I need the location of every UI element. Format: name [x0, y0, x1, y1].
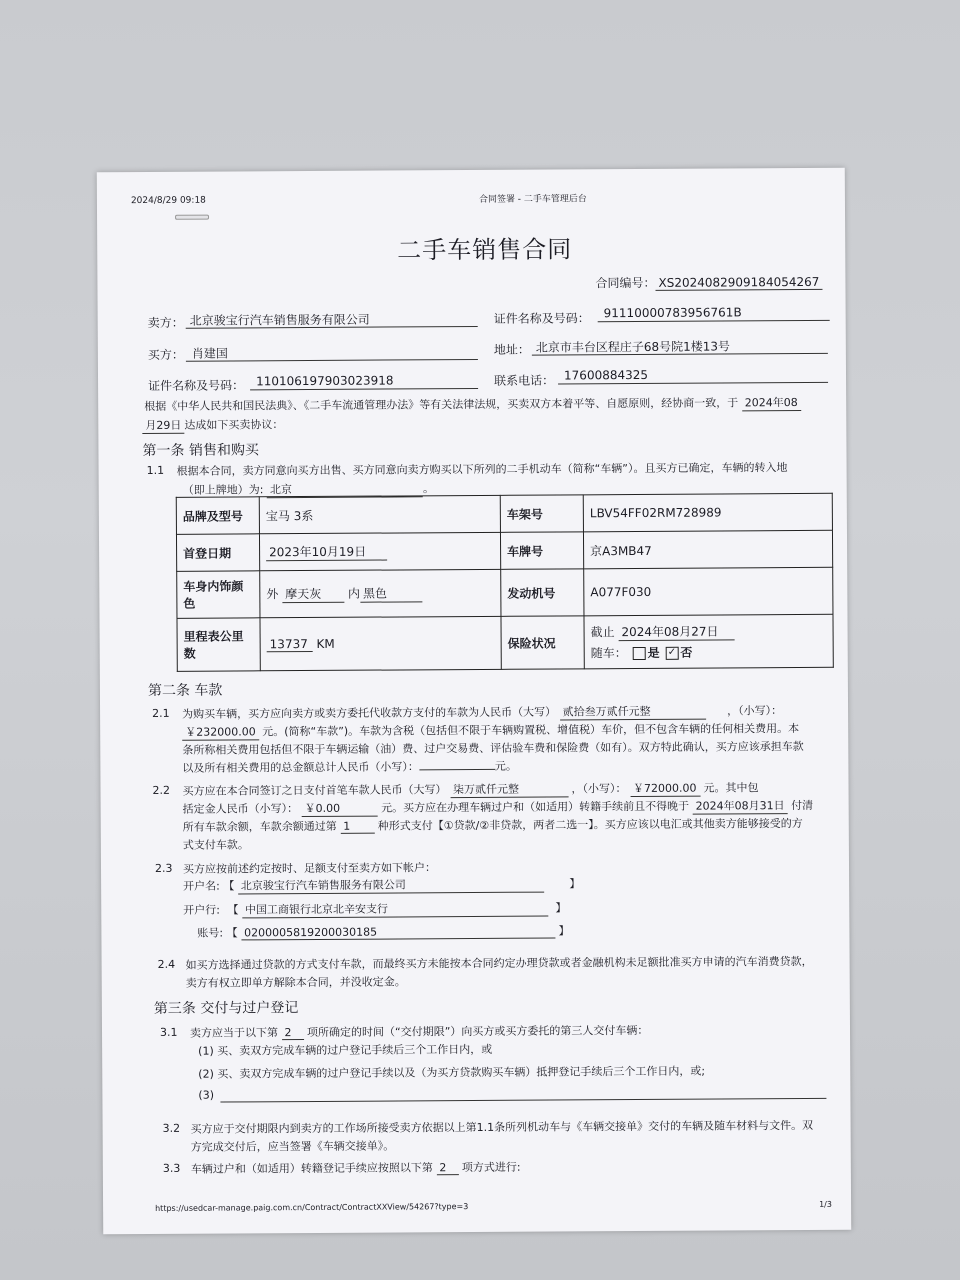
seller-id: 91110000783956761B [603, 305, 742, 321]
bracket-right-2: 】 [555, 901, 567, 915]
insurance-prefix: 截止 [590, 625, 615, 640]
color-label: 车身内饰颜色 [177, 571, 260, 619]
clause-1-1-text: （即上牌地）为: [182, 483, 264, 497]
bracket-left-3: 【 [226, 926, 238, 940]
buyer-id-label: 证件名称及号码： [148, 378, 245, 393]
reg-date-label: 首登日期 [176, 534, 259, 572]
article-1-title: 第一条 销售和购买 [142, 442, 259, 460]
engine-label: 发动机号 [501, 569, 584, 617]
total-fees-blank [419, 769, 495, 770]
buyer-name: 肖建国 [191, 346, 228, 361]
clause-1-1-number: 1.1 [146, 463, 165, 477]
transfer-option-number: 2 [436, 1161, 458, 1175]
payment-method-number: 1 [340, 820, 374, 834]
c22-text-h: 种形式支付【①贷款/②非贷款，两者二选一】。买方应该以电汇或其他卖方能够接受的方 [377, 816, 803, 833]
clause-3-1-item-1: (1) 买、卖双方完成车辆的过户登记手续后三个工作日内，或 [198, 1042, 493, 1058]
deposit-amount: ￥0.00 [302, 800, 378, 817]
bracket-right: 】 [569, 877, 581, 891]
buyer-phone: 17600884325 [563, 367, 649, 383]
c22-text-f: 付清 [791, 798, 814, 813]
c22-text-c: 元。其中包 [703, 781, 759, 795]
mileage-label: 里程表公里数 [177, 618, 260, 672]
intro-date-b: 月29日 [142, 417, 184, 434]
buyer-id: 110106197903023918 [256, 373, 394, 389]
table-row [176, 493, 832, 534]
no-label: 否 [680, 645, 693, 660]
buyer-underline [186, 359, 478, 362]
total-lower: ￥232000.00 [182, 723, 259, 740]
clause-2-2-line-3 [183, 815, 803, 835]
bracket-left: 【 [223, 879, 235, 893]
table-row [177, 567, 833, 618]
clause-2-3-number: 2.3 [154, 861, 173, 875]
c33-text-a: 车辆过户和（如适用）转籍登记手续应按照以下第 [190, 1161, 433, 1176]
footer-url: https://usedcar-manage.paig.com.cn/Contract/ContractXXView/54267?type=3 [155, 1202, 469, 1213]
seller-id-underline [598, 320, 830, 322]
clause-3-1-line-1 [190, 1022, 648, 1041]
account-number-row [191, 922, 569, 940]
buyer-label: 买方： [147, 347, 184, 362]
payoff-date: 2024年08月31日 [693, 797, 788, 815]
clause-3-1-item-3: (3) [198, 1088, 215, 1102]
interior-color: 黑色 [360, 584, 422, 602]
clause-3-3-number: 3.3 [162, 1161, 181, 1175]
clause-3-1-item-3-blank [220, 1098, 826, 1103]
mileage-unit: KM [316, 636, 335, 651]
clause-2-2-line-4: 式支付车款。 [182, 838, 249, 852]
intro-line-1 [144, 394, 801, 415]
brand-value: 宝马 3系 [259, 495, 500, 533]
clause-1-1-end: 。 [422, 482, 434, 496]
c31-text-a: 卖方应当于以下第 [189, 1026, 279, 1040]
exterior-color: 摩天灰 [282, 585, 344, 603]
plate-value: 京A3MB47 [583, 530, 832, 569]
total-upper: 贰拾叁万贰仟元整 [560, 703, 706, 721]
c22-text-a: 买方应在本合同签订之日支付首笔车款人民币（大写） [182, 783, 447, 798]
engine-value: A077F030 [584, 567, 833, 616]
seller-label: 卖方： [147, 315, 184, 330]
clause-2-4-line-2: 卖方有权立即单方解除本合同，并没收定金。 [185, 975, 406, 990]
print-page-title: 合同签署 - 二手车管理后台 [478, 194, 587, 205]
c33-text-b: 项方式进行: [461, 1160, 521, 1175]
account-name-row [183, 875, 580, 894]
c21-text-a: 为购买车辆，买方应向卖方或卖方委托代收款方支付的车款为人民币（大写） [182, 705, 557, 721]
insurance-label: 保险状况 [501, 616, 584, 670]
clause-3-1-number: 3.1 [159, 1025, 178, 1039]
clause-2-1-number: 2.1 [152, 706, 170, 720]
clause-2-4-line-1: 如买方选择通过贷款的方式支付车款，而最终买方未能按本合同约定办理贷款或者金融机构未足额批准买方申请的汽车消费贷款， [185, 954, 813, 972]
table-row [177, 614, 833, 671]
delivery-option-number: 2 [281, 1026, 303, 1040]
clause-3-3-line-1 [191, 1159, 521, 1177]
buyer-address: 北京市丰台区程庄子68号院1楼13号 [535, 339, 731, 355]
c22-text-b: ，（小写）： [571, 782, 627, 796]
insurance-date: 2024年08月27日 [618, 622, 734, 641]
account-number-label: 账号: [197, 926, 224, 940]
c22-text-e: 元。买方应在办理车辆过户和（如适用）转籍手续前且不得晚于 [381, 799, 690, 815]
insurance-expiry [591, 622, 827, 641]
c22-text-g: 所有车款余额，车款余额通过第 [182, 819, 337, 834]
bracket-right-3: 】 [558, 924, 570, 938]
address-label: 地址： [493, 342, 530, 357]
insurance-follow [591, 643, 827, 661]
clause-3-2-number: 3.2 [162, 1121, 181, 1135]
intro-date-a: 2024年08 [742, 394, 801, 411]
clause-2-2-number: 2.2 [152, 783, 171, 797]
c22-text-d: 括定金人民币（小写）： [182, 802, 299, 816]
contract-number-value: XS2024082909184054267 [655, 275, 822, 291]
bank-row [183, 899, 566, 918]
exterior-prefix: 外 [266, 587, 279, 602]
contract-number [595, 273, 822, 291]
intro-text-2: 达成如下买卖协议： [184, 418, 284, 432]
clause-3-2-line-2: 方完成交付后，应当签署《车辆交接单》。 [190, 1139, 395, 1154]
article-2-title: 第二条 车款 [147, 682, 223, 699]
clause-3-2-line-1: 买方应于交付期限内到卖方的工作场所接受卖方依据以上第1.1条所列机动车与《车辆交接单》交付的车辆及随车材料与文件。双 [190, 1118, 814, 1136]
clause-3-1-item-2: (2) 买、卖双方完成车辆的过户登记手续以及（为买方贷款购买车辆）抵押登记手续后三个工作日内，或; [198, 1064, 706, 1081]
seller-id-label: 证件名称及号码： [493, 311, 590, 326]
intro-text: 根据《中华人民共和国民法典》、《二手车流通管理办法》等有关法律法规，买卖双方本着平等、自愿原则，经协商一致，于 [144, 396, 739, 414]
checkbox-yes[interactable] [633, 647, 646, 660]
table-row [176, 530, 832, 571]
bank-name: 中国工商银行北京北辛安支行 [242, 900, 548, 919]
vin-label: 车架号 [500, 495, 583, 533]
first-payment-upper: 柒万贰仟元整 [450, 780, 568, 798]
seller-name: 北京骏宝行汽车销售服务有限公司 [189, 312, 370, 328]
yes-label: 是 [647, 645, 660, 660]
buyer-id-underline [250, 388, 478, 390]
vin-value: LBV54FF02RM728989 [583, 493, 832, 532]
reg-date-cell [259, 532, 500, 570]
plate-label: 车牌号 [500, 532, 583, 570]
c21-text-e: 元。 [494, 759, 517, 773]
contract-page [97, 168, 851, 1235]
color-cell [260, 569, 501, 617]
mileage-value: 13737 [267, 636, 313, 651]
clause-2-1-line-4 [182, 758, 517, 776]
brand-label: 品牌及型号 [176, 497, 259, 535]
account-name: 北京骏宝行汽车销售服务有限公司 [238, 876, 544, 895]
article-3-title: 第三条 交付与过户登记 [153, 1000, 299, 1017]
phone-label: 联系电话： [494, 373, 555, 388]
mileage-cell [260, 616, 501, 670]
clause-2-3-line-1: 买方应按前述约定按时、足额支付至卖方如下帐户： [182, 861, 437, 876]
insurance-cell [584, 614, 833, 669]
checkbox-no[interactable]: ✓ [665, 647, 678, 660]
contract-number-label: 合同编号： [595, 275, 656, 291]
document-title: 二手车销售合同 [397, 235, 573, 265]
clause-1-1-line-1: 根据本合同，卖方同意向买方出售、买方同意向卖方购买以下所列的二手机动车（简称“车辆”）。且买方已确定，车辆的转入地 [176, 461, 788, 478]
c21-text-c: 元。(简称“车款”)。车款为含税（包括但不限于车辆购置税、增值税）车价，但不包含车辆的任何相关费用。本 [262, 722, 800, 739]
account-name-label: 开户名: [183, 879, 220, 893]
print-datetime: 2024/8/29 09:18 [130, 195, 206, 207]
intro-line-2 [142, 416, 283, 434]
account-number: 0200005819200030185 [241, 925, 555, 941]
clause-2-2-line-1 [182, 779, 758, 800]
bank-label: 开户行: [183, 903, 221, 917]
staple [175, 215, 209, 220]
footer-page-number: 1/3 [819, 1199, 832, 1209]
bracket-left-2: 【 [227, 903, 239, 917]
c31-text-b: 项所确定的时间（“交付期限”）向买方或买方委托的第三人交付车辆： [306, 1023, 649, 1040]
interior-prefix: 内 [347, 586, 361, 601]
insurance-follow-label: 随车： [590, 646, 627, 661]
first-payment-lower: ￥72000.00 [630, 780, 700, 797]
reg-date-value: 2023年10月19日 [266, 543, 387, 562]
clause-2-1-line-3: 条所称相关费用包括但不限于车辆运输（油）费、过户交易费、评估验车费和保险费（如有）。双方特此确认，买方应该承担车款 [182, 739, 804, 757]
clause-2-4-number: 2.4 [157, 957, 176, 971]
vehicle-table [176, 493, 834, 672]
c21-text-d: 以及所有相关费用的总金额总计人民币（小写）： [182, 760, 419, 775]
c21-text-b: ，（小写）： [727, 704, 783, 718]
transfer-city: 北京 [267, 480, 423, 498]
